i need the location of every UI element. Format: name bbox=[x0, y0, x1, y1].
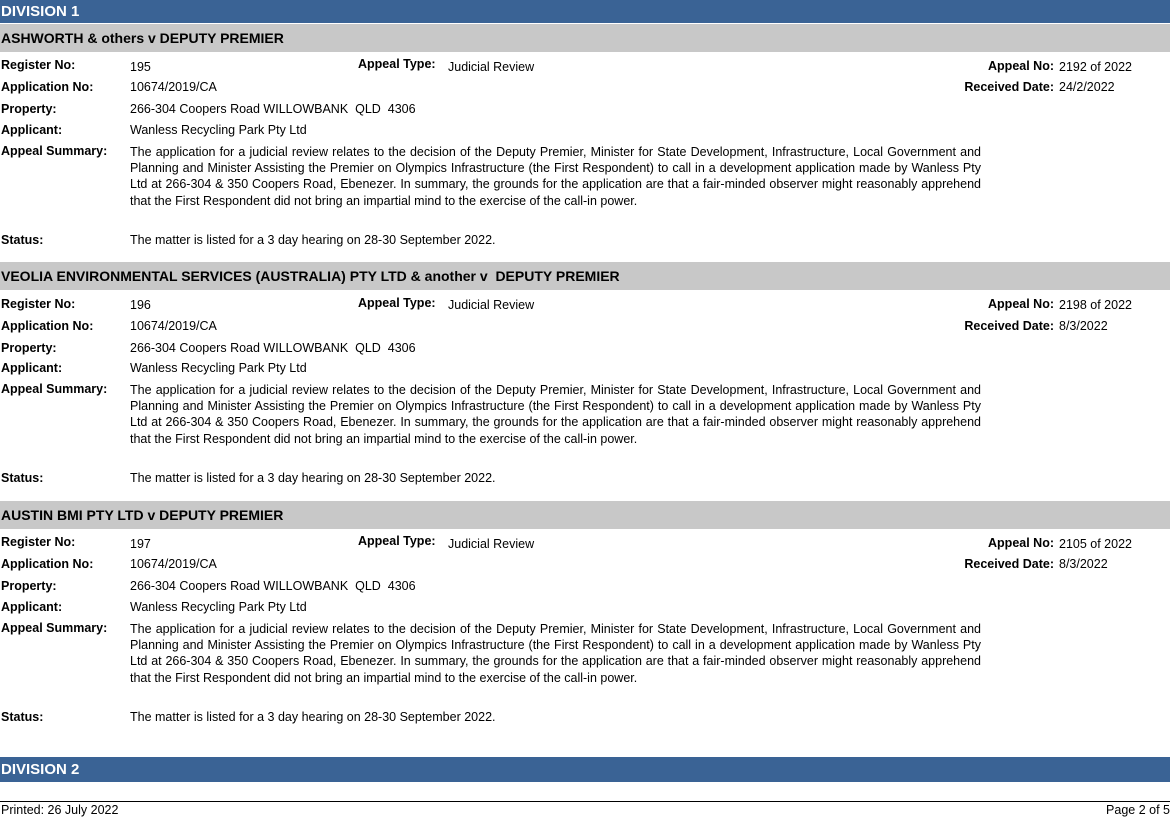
received-date-label: Received Date: bbox=[964, 557, 1054, 571]
status-label: Status: bbox=[1, 233, 44, 247]
division-2-header: DIVISION 2 bbox=[0, 757, 1170, 782]
case-title: ASHWORTH & others v DEPUTY PREMIER bbox=[0, 24, 1170, 52]
application-no-label: Application No: bbox=[1, 80, 94, 94]
appeal-type-label: Appeal Type: bbox=[358, 534, 436, 548]
applicant-value: Wanless Recycling Park Pty Ltd bbox=[130, 123, 307, 137]
appeal-no-label: Appeal No: bbox=[988, 59, 1054, 73]
application-no-value: 10674/2019/CA bbox=[130, 557, 217, 571]
application-no-label: Application No: bbox=[1, 557, 94, 571]
appeal-type-value: Judicial Review bbox=[448, 298, 535, 312]
received-date-value: 8/3/2022 bbox=[1059, 319, 1108, 333]
applicant-value: Wanless Recycling Park Pty Ltd bbox=[130, 600, 307, 614]
register-no-value: 196 bbox=[130, 298, 151, 312]
property-label: Property: bbox=[1, 579, 57, 593]
register-no-label: Register No: bbox=[1, 297, 76, 311]
received-date-label: Received Date: bbox=[964, 319, 1054, 333]
case-title: VEOLIA ENVIRONMENTAL SERVICES (AUSTRALIA) PTY LTD & another v DEPUTY PREMIER bbox=[0, 262, 1170, 290]
printed-date: Printed: 26 July 2022 bbox=[1, 803, 119, 817]
received-date-label: Received Date: bbox=[964, 80, 1054, 94]
received-date-value: 24/2/2022 bbox=[1059, 80, 1115, 94]
page-number: Page 2 of 5 bbox=[1106, 803, 1170, 817]
applicant-label: Applicant: bbox=[1, 123, 63, 137]
appeal-type-label: Appeal Type: bbox=[358, 296, 436, 310]
applicant-value: Wanless Recycling Park Pty Ltd bbox=[130, 361, 307, 375]
register-no-value: 197 bbox=[130, 537, 151, 551]
status-value: The matter is listed for a 3 day hearing on 28-30 September 2022. bbox=[130, 471, 496, 485]
status-label: Status: bbox=[1, 471, 44, 485]
appeal-summary-text: The application for a judicial review relates to the decision of the Deputy Premier, Minister for State Development, Infrastructure, Local Government and Planning and Minister Assisting the Premier on Olympics Infrastructure (the First Respondent) to call in a development application made by Wanless Pty Ltd at 266-304 & 350 Coopers Road, Ebenezer. In summary, the grounds for the application are that a fair-minded observer might reasonably apprehend that the First Respondent did not bring an impartial mind to the exercise of the call-in power. bbox=[130, 383, 981, 446]
property-label: Property: bbox=[1, 341, 57, 355]
appeal-type-label: Appeal Type: bbox=[358, 57, 436, 71]
status-value: The matter is listed for a 3 day hearing on 28-30 September 2022. bbox=[130, 710, 496, 724]
appeal-no-label: Appeal No: bbox=[988, 536, 1054, 550]
appeal-type-value: Judicial Review bbox=[448, 537, 535, 551]
appeal-no-value: 2192 of 2022 bbox=[1059, 60, 1132, 74]
appeal-summary-text: The application for a judicial review relates to the decision of the Deputy Premier, Minister for State Development, Infrastructure, Local Government and Planning and Minister Assisting the Premier on Olympics Infrastructure (the First Respondent) to call in a development application made by Wanless Pty Ltd at 266-304 & 350 Coopers Road, Ebenezer. In summary, the grounds for the application are that a fair-minded observer might reasonably apprehend that the First Respondent did not bring an impartial mind to the exercise of the call-in power. bbox=[130, 145, 981, 208]
appeal-summary-text: The application for a judicial review relates to the decision of the Deputy Premier, Minister for State Development, Infrastructure, Local Government and Planning and Minister Assisting the Premier on Olympics Infrastructure (the First Respondent) to call in a development application made by Wanless Pty Ltd at 266-304 & 350 Coopers Road, Ebenezer. In summary, the grounds for the application are that a fair-minded observer might reasonably apprehend that the First Respondent did not bring an impartial mind to the exercise of the call-in power. bbox=[130, 622, 981, 685]
property-value: 266-304 Coopers Road WILLOWBANK QLD 4306 bbox=[130, 579, 416, 593]
appeal-no-label: Appeal No: bbox=[988, 297, 1054, 311]
property-label: Property: bbox=[1, 102, 57, 116]
property-value: 266-304 Coopers Road WILLOWBANK QLD 4306 bbox=[130, 341, 416, 355]
division-1-header: DIVISION 1 bbox=[0, 0, 1170, 23]
status-label: Status: bbox=[1, 710, 44, 724]
applicant-label: Applicant: bbox=[1, 600, 63, 614]
appeal-summary-label: Appeal Summary: bbox=[1, 621, 108, 635]
application-no-value: 10674/2019/CA bbox=[130, 319, 217, 333]
property-value: 266-304 Coopers Road WILLOWBANK QLD 4306 bbox=[130, 102, 416, 116]
appeal-summary-label: Appeal Summary: bbox=[1, 382, 108, 396]
register-no-label: Register No: bbox=[1, 58, 76, 72]
case-title: AUSTIN BMI PTY LTD v DEPUTY PREMIER bbox=[0, 501, 1170, 529]
register-no-value: 195 bbox=[130, 60, 151, 74]
received-date-value: 8/3/2022 bbox=[1059, 557, 1108, 571]
appeal-type-value: Judicial Review bbox=[448, 60, 535, 74]
application-no-value: 10674/2019/CA bbox=[130, 80, 217, 94]
appeal-summary-label: Appeal Summary: bbox=[1, 144, 108, 158]
register-no-label: Register No: bbox=[1, 535, 76, 549]
appeal-no-value: 2198 of 2022 bbox=[1059, 298, 1132, 312]
applicant-label: Applicant: bbox=[1, 361, 63, 375]
status-value: The matter is listed for a 3 day hearing on 28-30 September 2022. bbox=[130, 233, 496, 247]
appeal-no-value: 2105 of 2022 bbox=[1059, 537, 1132, 551]
application-no-label: Application No: bbox=[1, 319, 94, 333]
footer-divider bbox=[0, 801, 1170, 802]
